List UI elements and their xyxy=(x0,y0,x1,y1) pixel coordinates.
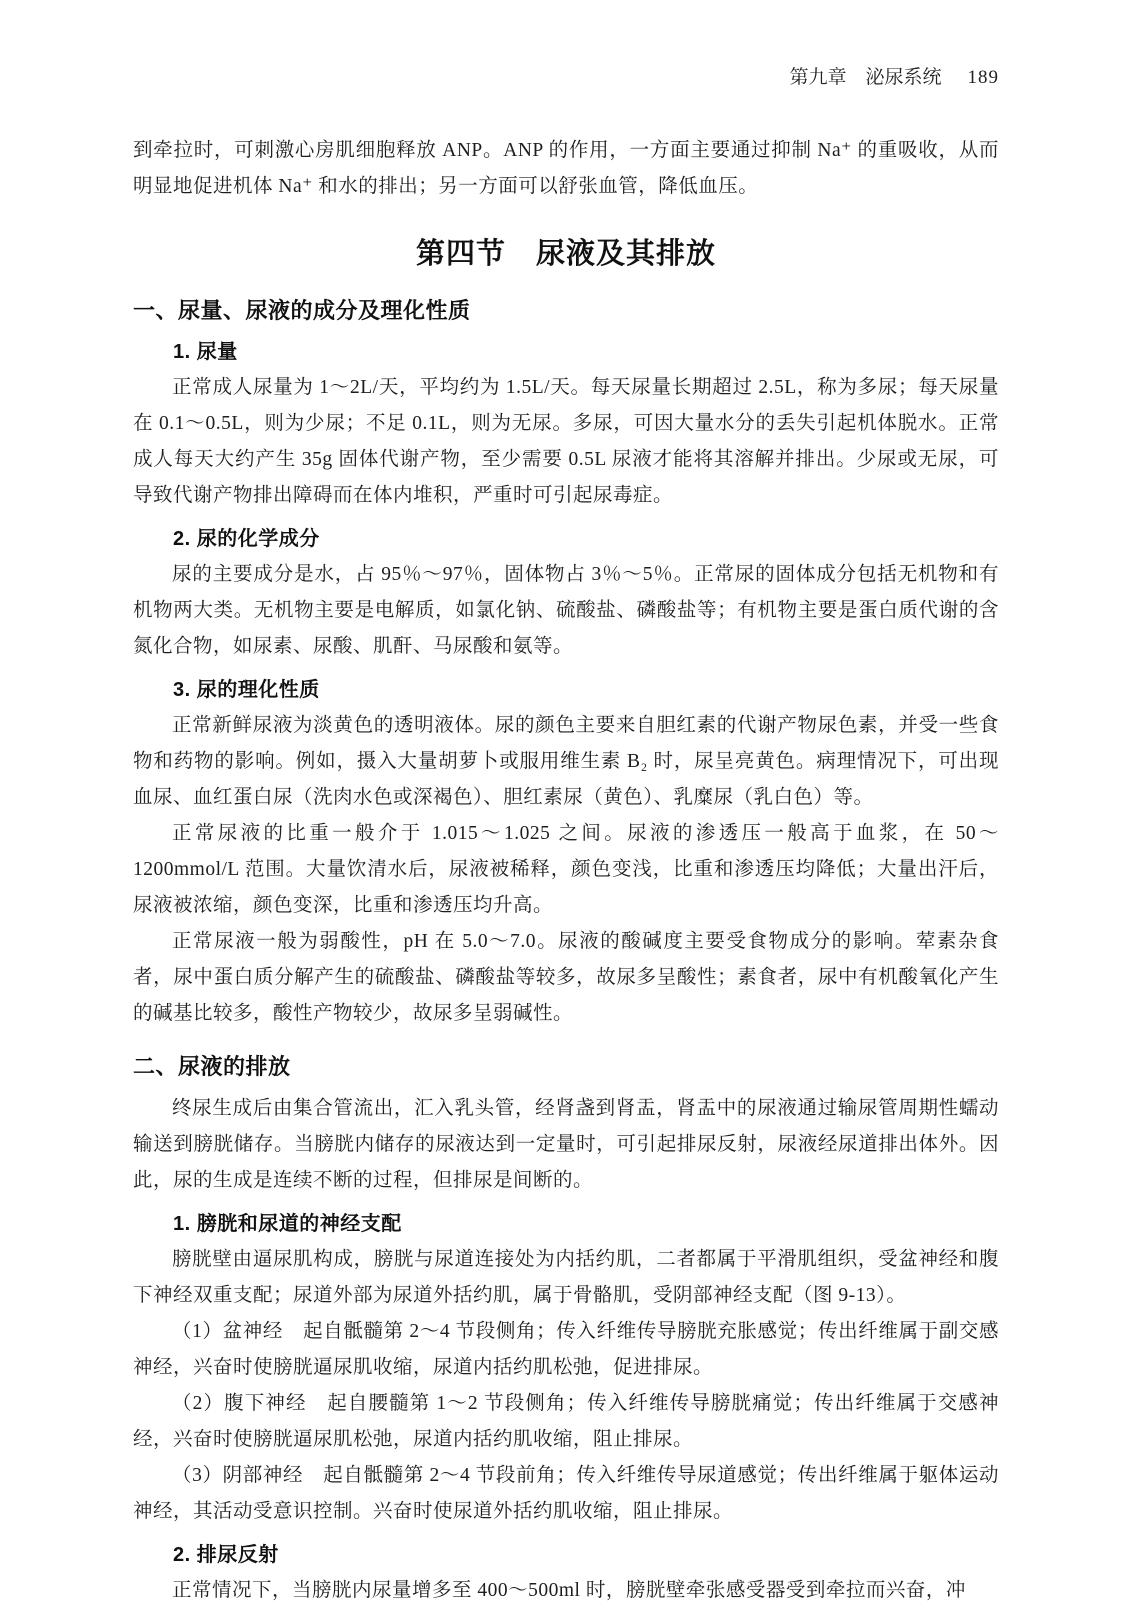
chapter-title: 第九章 泌尿系统 xyxy=(789,67,942,88)
heading-urine-composition: 一、尿量、尿液的成分及理化性质 xyxy=(133,298,471,323)
paragraph-urine-volume: 正常成人尿量为 1～2L/天，平均约为 1.5L/天。每天尿量长期超过 2.5L，称为多尿；每天尿量在 0.1～0.5L，则为少尿；不足 0.1L，则为无尿。多尿，可因大量水分的丢失引起机体脱水。正常成人每天大约产生 35g 固体代谢产物，至少需要 0.5L 尿液才能将其溶解并排出。少尿或无尿，可导致代谢产物排出障碍而在体内堆积，严重时可引起尿毒症。 xyxy=(133,377,999,506)
paragraph-bladder-wall: 膀胱壁由逼尿肌构成，膀胱与尿道连接处为内括约肌，二者都属于平滑肌组织，受盆神经和腹下神经双重支配；尿道外部为尿道外括约肌，属于骨骼肌，受阴部神经支配（图 9-13）。 xyxy=(133,1249,999,1306)
heading-urine-excretion: 二、尿液的排放 xyxy=(133,1054,291,1079)
subheading-nerve-innervation: 1. 膀胱和尿道的神经支配 xyxy=(173,1213,402,1235)
paragraph-specific-gravity: 正常尿液的比重一般介于 1.015～1.025 之间。尿液的渗透压一般高于血浆，在 50～1200mmol/L 范围。大量饮清水后，尿液被稀释，颜色变浅，比重和渗透压均降低；大量出汗后，尿液被浓缩，颜色变深，比重和渗透压均升高。 xyxy=(133,823,999,916)
page-header xyxy=(133,62,999,89)
list-item-pudendal-nerve: （3）阴部神经 起自骶髓第 2～4 节段前角；传入纤维传导尿道感觉；传出纤维属于躯体运动神经，其活动受意识控制。兴奋时使尿道外括约肌收缩，阻止排尿。 xyxy=(133,1465,999,1522)
subheading-chemical-composition: 2. 尿的化学成分 xyxy=(173,528,320,550)
subheading-micturition-reflex: 2. 排尿反射 xyxy=(173,1544,279,1566)
list-item-pelvic-nerve: （1）盆神经 起自骶髓第 2～4 节段侧角；传入纤维传导膀胱充胀感觉；传出纤维属于副交感神经，兴奋时使膀胱逼尿肌收缩，尿道内括约肌松弛，促进排尿。 xyxy=(133,1321,999,1378)
paragraph-urine-ph: 正常尿液一般为弱酸性，pH 在 5.0～7.0。尿液的酸碱度主要受食物成分的影响。荤素杂食者，尿中蛋白质分解产生的硫酸盐、磷酸盐等较多，故尿多呈酸性；素食者，尿中有机酸氧化产生的碱基比较多，酸性产物较少，故尿多呈弱碱性。 xyxy=(133,931,999,1024)
page-number: 189 xyxy=(967,67,999,88)
subheading-physicochemical-properties: 3. 尿的理化性质 xyxy=(173,679,320,701)
subheading-urine-volume: 1. 尿量 xyxy=(173,341,238,363)
paragraph-urine-transport: 终尿生成后由集合管流出，汇入乳头管，经肾盏到肾盂，肾盂中的尿液通过输尿管周期性蠕动输送到膀胱储存。当膀胱内储存的尿液达到一定量时，可引起排尿反射，尿液经尿道排出体外。因此，尿的生成是连续不断的过程，但排尿是间断的。 xyxy=(133,1098,999,1191)
list-item-hypogastric-nerve: （2）腹下神经 起自腰髓第 1～2 节段侧角；传入纤维传导膀胱痛觉；传出纤维属于交感神经，兴奋时使膀胱逼尿肌松弛，尿道内括约肌收缩，阻止排尿。 xyxy=(133,1393,999,1450)
section-title: 第四节 尿液及其排放 xyxy=(415,238,716,270)
paragraph-anp-continuation: 到牵拉时，可刺激心房肌细胞释放 ANP。ANP 的作用，一方面主要通过抑制 Na⁺ 的重吸收，从而明显地促进机体 Na⁺ 和水的排出；另一方面可以舒张血管，降低血压。 xyxy=(133,140,999,197)
paragraph-micturition-reflex: 正常情况下，当膀胱内尿量增多至 400～500ml 时，膀胱壁牵张感受器受到牵拉而兴奋，冲 xyxy=(172,1580,966,1601)
paragraph-urine-color: 正常新鲜尿液为淡黄色的透明液体。尿的颜色主要来自胆红素的代谢产物尿色素，并受一些食物和药物的影响。例如，摄入大量胡萝卜或服用维生素 B₂ 时，尿呈亮黄色。病理情况下，可出现血尿、血红蛋白尿（洗肉水色或深褐色）、胆红素尿（黄色）、乳糜尿（乳白色）等。 xyxy=(133,715,999,808)
paragraph-chemical-composition: 尿的主要成分是水，占 95％～97％，固体物占 3％～5％。正常尿的固体成分包括无机物和有机物两大类。无机物主要是电解质，如氯化钠、硫酸盐、磷酸盐等；有机物主要是蛋白质代谢的含氮化合物，如尿素、尿酸、肌酐、马尿酸和氨等。 xyxy=(133,564,999,657)
